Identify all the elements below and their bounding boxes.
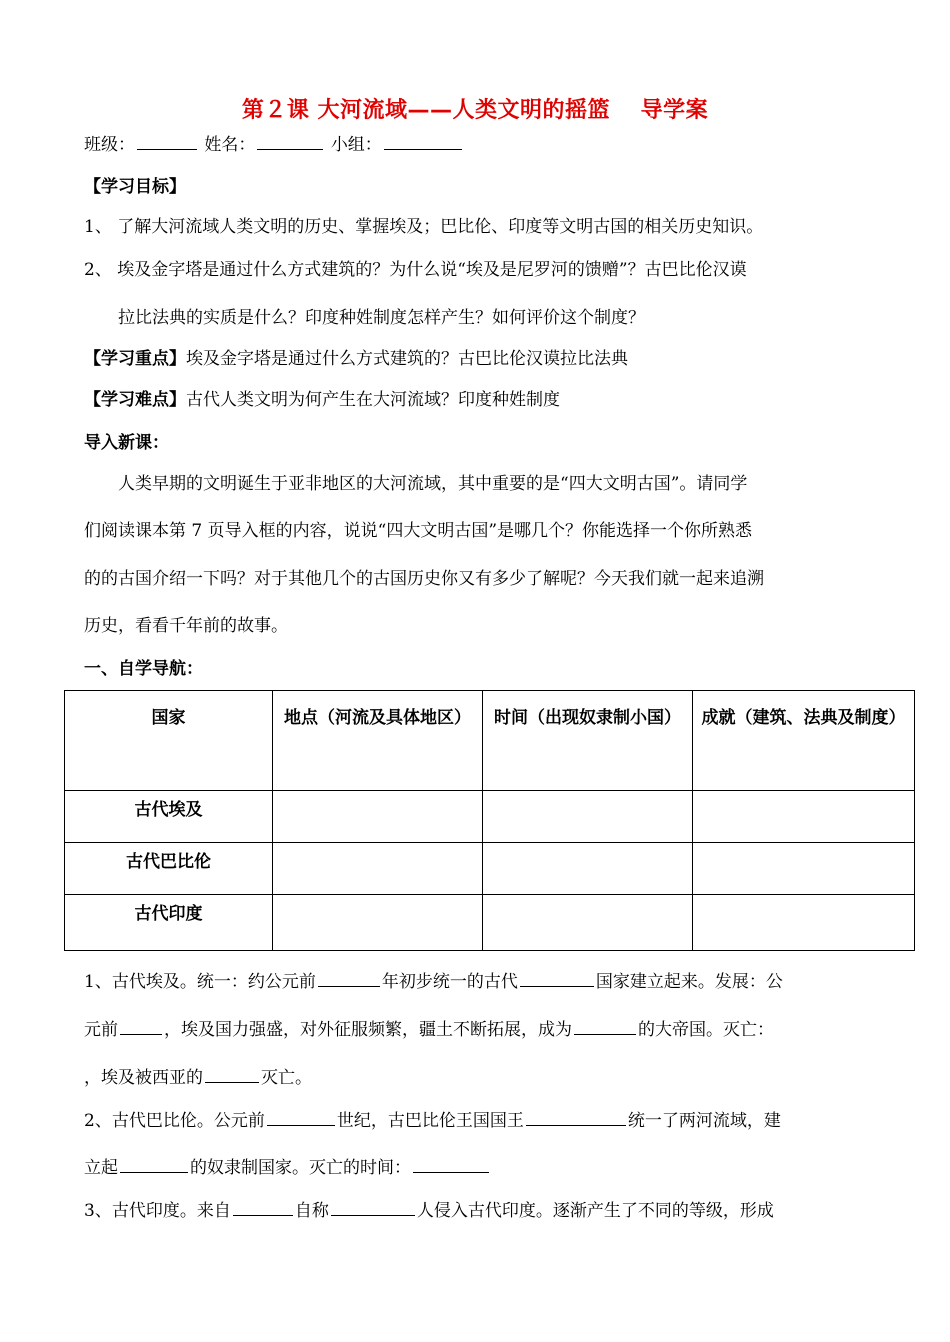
table-cell[interactable] [693, 895, 915, 951]
india-text-1a: 3、古代印度。来自 [84, 1201, 231, 1221]
difficult-points-text: 古代人类文明为何产生在大河流域？印度种姓制度 [186, 390, 560, 410]
table-row [65, 895, 915, 951]
egypt-fill-line-3 [84, 1063, 866, 1088]
intro-paragraph-line-3: 的的古国介绍一下吗？对于其他几个的古国历史你又有多少了解呢？今天我们就一起来追溯 [84, 569, 764, 589]
key-points-line [84, 344, 866, 369]
row-label-india: 古代印度 [65, 895, 273, 951]
name-label: 姓名： [204, 135, 256, 155]
student-info-line [84, 130, 866, 155]
egypt-text-1a: 1、古代埃及。统一：约公元前 [84, 972, 316, 992]
egypt-blank-conqueror[interactable] [205, 1066, 259, 1083]
india-blank-origin[interactable] [233, 1199, 293, 1216]
header-location: 地点（河流及具体地区） [273, 691, 483, 791]
egypt-blank-period[interactable] [120, 1018, 162, 1035]
table-cell[interactable] [273, 843, 483, 895]
table-row [65, 791, 915, 843]
class-blank[interactable] [137, 133, 197, 150]
header-achievement: 成就（建筑、法典及制度） [693, 691, 915, 791]
goal-item-1: 1、 了解大河流域人类文明的历史、掌握埃及；巴比伦、印度等文明古国的相关历史知识。 [84, 217, 764, 237]
key-points-text: 埃及金字塔是通过什么方式建筑的？古巴比伦汉谟拉比法典 [186, 349, 628, 369]
table-cell[interactable] [273, 895, 483, 951]
intro-paragraph-line-4: 历史，看看千年前的故事。 [84, 616, 288, 636]
goals-heading: 【学习目标】 [84, 177, 186, 197]
table-cell[interactable] [693, 843, 915, 895]
egypt-text-1b: 年初步统一的古代 [381, 972, 518, 992]
key-points-label: 【学习重点】 [84, 349, 186, 369]
egypt-blank-country[interactable] [520, 970, 594, 987]
table-cell[interactable] [483, 895, 693, 951]
babylon-text-1c: 统一了两河流域，建 [627, 1111, 781, 1131]
egypt-text-3a: ，埃及被西亚的 [84, 1068, 203, 1088]
egypt-text-3b: 灭亡。 [261, 1068, 312, 1088]
babylon-blank-fall-time[interactable] [413, 1156, 489, 1173]
goal-item-2b: 拉比法典的实质是什么？印度种姓制度怎样产生？如何评价这个制度？ [118, 308, 645, 328]
header-time: 时间（出现奴隶制小国） [483, 691, 693, 791]
babylon-text-1a: 2、古代巴比伦。公元前 [84, 1111, 265, 1131]
egypt-text-2a: 元前 [84, 1020, 118, 1040]
row-label-babylon: 古代巴比伦 [65, 843, 273, 895]
babylon-blank-king[interactable] [526, 1109, 626, 1126]
table-row [65, 843, 915, 895]
egypt-fill-line-2 [84, 1015, 866, 1040]
babylon-blank-century[interactable] [267, 1109, 335, 1126]
self-study-heading: 一、自学导航： [84, 659, 203, 679]
class-label: 班级： [84, 135, 135, 155]
babylon-text-2a: 立起 [84, 1158, 118, 1178]
intro-paragraph-line-2: 们阅读课本第 7 页导入框的内容，说说“四大文明古国”是哪几个？你能选择一个你所熟悉 [84, 521, 753, 541]
table-cell[interactable] [693, 791, 915, 843]
babylon-text-2b: 的奴隶制国家。灭亡的时间： [190, 1158, 411, 1178]
egypt-text-2c: 的大帝国。灭亡： [638, 1020, 774, 1040]
page-title: 第２课 大河流域——人类文明的摇篮 导学案 [241, 98, 709, 123]
difficult-points-line [84, 385, 866, 410]
babylon-text-1b: 世纪，古巴比伦王国国王 [336, 1111, 524, 1131]
egypt-blank-unify-year[interactable] [318, 970, 380, 987]
table-cell[interactable] [483, 843, 693, 895]
table-cell[interactable] [483, 791, 693, 843]
india-text-1b: 自称 [294, 1201, 329, 1221]
india-blank-people[interactable] [331, 1199, 415, 1216]
egypt-blank-empire[interactable] [574, 1018, 636, 1035]
table-cell[interactable] [273, 791, 483, 843]
table-header-row [65, 691, 915, 791]
babylon-fill-line-2 [84, 1153, 866, 1178]
intro-heading: 导入新课： [84, 433, 169, 453]
difficult-points-label: 【学习难点】 [84, 390, 186, 410]
group-blank[interactable] [384, 133, 462, 150]
egypt-text-1c: 国家建立起来。发展：公 [595, 972, 783, 992]
header-country: 国家 [65, 691, 273, 791]
india-fill-line-1 [84, 1196, 866, 1221]
babylon-blank-state[interactable] [120, 1156, 188, 1173]
india-text-1c: 人侵入古代印度。逐渐产生了不同的等级，形成 [416, 1201, 774, 1221]
name-blank[interactable] [257, 133, 323, 150]
civilization-table [64, 690, 915, 951]
intro-paragraph-line-1: 人类早期的文明诞生于亚非地区的大河流域，其中重要的是“四大文明古国”。请同学 [118, 474, 748, 494]
egypt-text-2b: ，埃及国力强盛，对外征服频繁，疆土不断拓展，成为 [164, 1020, 572, 1040]
babylon-fill-line-1 [84, 1106, 866, 1131]
group-label: 小组： [330, 135, 382, 155]
egypt-fill-line-1 [84, 967, 866, 992]
row-label-egypt: 古代埃及 [65, 791, 273, 843]
goal-item-2a: 2、 埃及金字塔是通过什么方式建筑的？为什么说“埃及是尼罗河的馈赠”？古巴比伦汉谟 [84, 260, 747, 280]
